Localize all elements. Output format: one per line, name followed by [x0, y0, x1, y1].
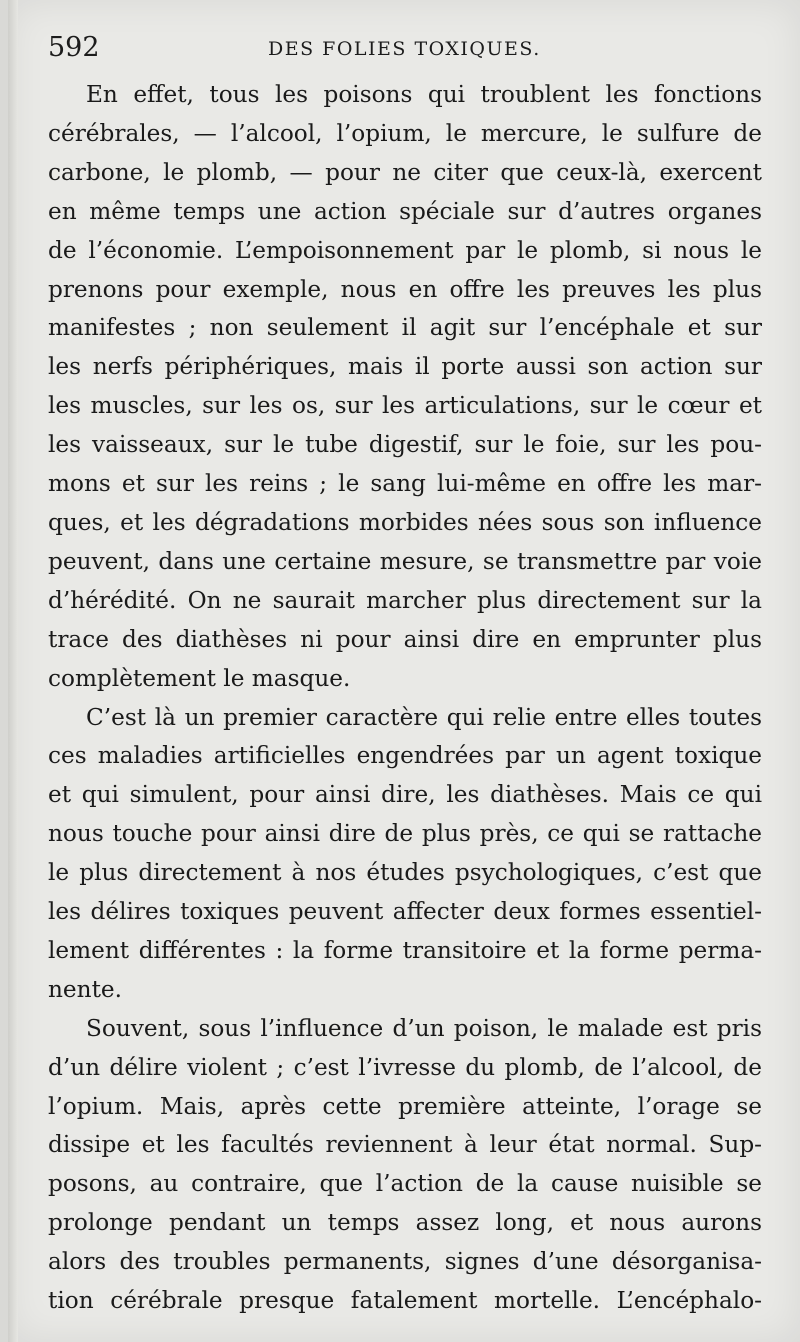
text-line: les nerfs périphériques, mais il porte aussi son action sur — [48, 353, 762, 381]
text-line: nente. — [48, 975, 123, 1003]
text-line: posons, au contraire, que l’action de la cause nuisible se — [48, 1170, 762, 1198]
text-line: en même temps une action spéciale sur d’autres organes — [48, 197, 762, 225]
text-line: alors des troubles permanents, signes d’une désorganisa- — [48, 1248, 762, 1276]
text-line: nous touche pour ainsi dire de plus près, ce qui se rattache — [48, 820, 762, 848]
text-line: En effet, tous les poisons qui troublent les fonctions — [86, 81, 762, 108]
page-number: 592 — [48, 32, 100, 63]
text-line: cérébrales, — l’alcool, l’opium, le mercure, le sulfure de — [48, 119, 762, 147]
page-header — [48, 30, 768, 70]
running-title: DES FOLIES TOXIQUES. — [268, 38, 541, 60]
text-line: lement différentes : la forme transitoire et la forme perma- — [48, 936, 762, 964]
text-line: de l’économie. L’empoisonnement par le plomb, si nous le — [48, 236, 762, 264]
page-edge — [8, 0, 18, 1342]
text-line: les muscles, sur les os, sur les articulations, sur le cœur et — [48, 392, 762, 420]
body-text — [48, 76, 762, 1321]
text-line: d’un délire violent ; c’est l’ivresse du plomb, de l’alcool, de — [48, 1053, 762, 1081]
text-line: prenons pour exemple, nous en offre les preuves les plus — [48, 275, 762, 303]
text-line: trace des diathèses ni pour ainsi dire en emprunter plus — [48, 625, 762, 653]
text-line: d’hérédité. On ne saurait marcher plus directement sur la — [48, 586, 762, 614]
text-line: ces maladies artificielles engendrées par un agent toxique — [48, 742, 762, 770]
text-line: les délires toxiques peuvent affecter deux formes essentiel- — [48, 898, 762, 926]
text-line: l’opium. Mais, après cette première atteinte, l’orage se — [48, 1092, 762, 1120]
text-line: carbone, le plomb, — pour ne citer que ceux-là, exercent — [48, 158, 762, 186]
text-line: ques, et les dégradations morbides nées sous son influence — [48, 508, 762, 536]
paragraph-1 — [48, 76, 762, 699]
text-line: peuvent, dans une certaine mesure, se transmettre par voie — [48, 547, 762, 575]
paragraph-3 — [48, 1010, 762, 1321]
book-page — [8, 0, 800, 1342]
text-line: et qui simulent, pour ainsi dire, les diathèses. Mais ce qui — [48, 781, 762, 809]
text-line: les vaisseaux, sur le tube digestif, sur le foie, sur les pou- — [48, 431, 762, 459]
paragraph-2 — [48, 699, 762, 1010]
text-line: complètement le masque. — [48, 664, 351, 692]
text-line: le plus directement à nos études psychologiques, c’est que — [48, 859, 762, 887]
text-line: tion cérébrale presque fatalement mortelle. L’encéphalo- — [48, 1287, 762, 1315]
text-line: C’est là un premier caractère qui relie entre elles toutes — [86, 703, 762, 731]
text-line: prolonge pendant un temps assez long, et nous aurons — [48, 1209, 762, 1237]
text-line: manifestes ; non seulement il agit sur l’encéphale et sur — [48, 314, 762, 342]
text-line: dissipe et les facultés reviennent à leur état normal. Sup- — [48, 1131, 762, 1159]
text-line: Souvent, sous l’influence d’un poison, le malade est pris — [86, 1014, 762, 1042]
text-line: mons et sur les reins ; le sang lui-même en offre les mar- — [48, 470, 762, 498]
